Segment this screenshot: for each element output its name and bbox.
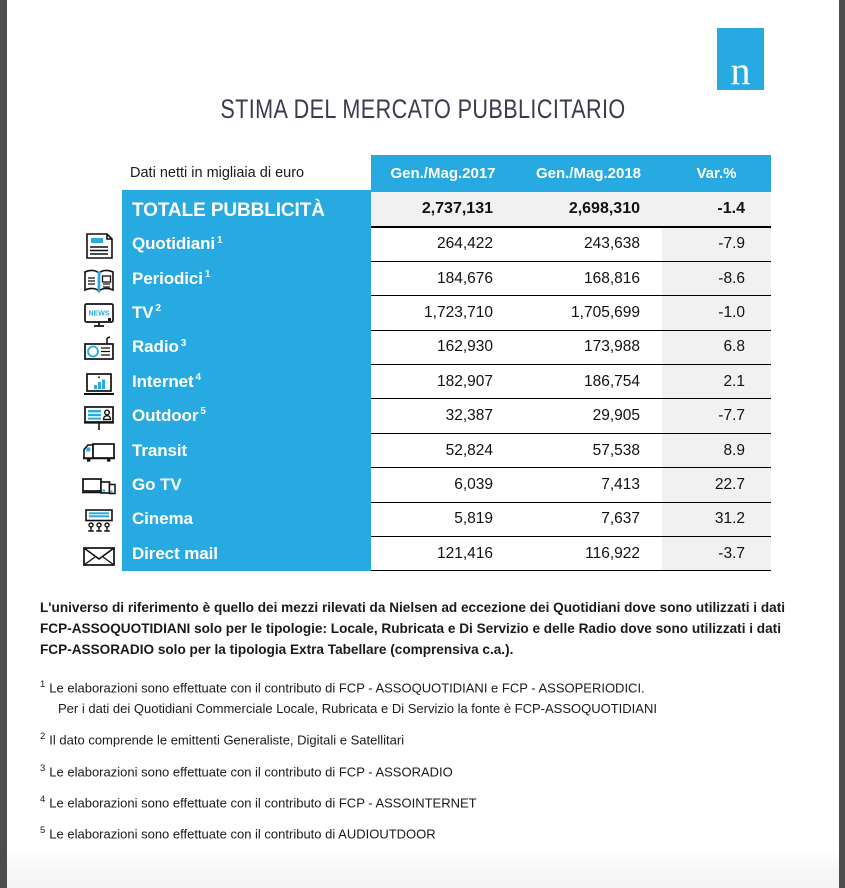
advertising-market-table <box>122 155 771 571</box>
row-label-text: Radio <box>132 337 179 357</box>
footnote <box>40 822 802 843</box>
row-2018-value: 168,816 <box>515 261 662 295</box>
footnote-marker: 1 <box>204 268 211 280</box>
row-label <box>122 433 371 467</box>
total-row <box>122 192 771 227</box>
unit-label: Dati netti in migliaia di euro <box>122 155 371 192</box>
footnote-text: Il dato comprende le emittenti Generaliste, Digitali e Satellitari <box>49 732 405 748</box>
row-2017-value: 162,930 <box>371 330 515 364</box>
total-2017-value: 2,737,131 <box>371 192 515 227</box>
billboard-icon <box>73 401 125 435</box>
television-icon <box>73 298 125 332</box>
envelope-icon <box>73 539 125 573</box>
row-label <box>122 537 371 571</box>
footnote-marker: 5 <box>40 825 46 837</box>
footnote <box>40 728 802 749</box>
laptop-chart-icon <box>73 367 125 401</box>
table-row <box>122 468 771 502</box>
window-left-edge <box>0 0 7 888</box>
footnote-marker: 4 <box>40 793 46 805</box>
row-2017-value: 32,387 <box>371 399 515 433</box>
row-2018-value: 116,922 <box>515 537 662 571</box>
row-2017-value: 6,039 <box>371 468 515 502</box>
row-variation-value: 6.8 <box>662 330 771 364</box>
row-label <box>122 330 371 364</box>
table-row <box>122 365 771 399</box>
truck-icon <box>73 435 125 469</box>
row-2017-value: 182,907 <box>371 365 515 399</box>
footnote-text: Le elaborazioni sono effettuate con il contributo di FCP - ASSORADIO <box>49 763 453 779</box>
row-label <box>122 227 371 261</box>
page-title: STIMA DEL MERCATO PUBBLICITARIO <box>220 94 626 124</box>
cinema-icon <box>73 504 125 538</box>
footnote-marker: 3 <box>180 337 187 349</box>
nielsen-logo-glyph: n <box>730 48 751 93</box>
table-header-row <box>122 155 771 192</box>
footnote-continuation: Per i dati dei Quotidiani Commerciale Locale, Rubricata e Di Servizio la fonte è FCP-ASSOQUOTIDIANI <box>58 701 657 717</box>
row-label-text: Cinema <box>132 509 193 529</box>
row-2018-value: 7,637 <box>515 502 662 536</box>
row-2017-value: 5,819 <box>371 502 515 536</box>
svg-text:NEWS: NEWS <box>88 310 110 318</box>
row-variation-value: 8.9 <box>662 433 771 467</box>
row-2018-value: 1,705,699 <box>515 296 662 330</box>
table-row <box>122 227 771 261</box>
row-variation-value: -7.7 <box>662 399 771 433</box>
row-2018-value: 29,905 <box>515 399 662 433</box>
footnote <box>40 676 802 718</box>
row-2017-value: 1,723,710 <box>371 296 515 330</box>
newspaper-icon <box>73 229 125 263</box>
row-2018-value: 186,754 <box>515 365 662 399</box>
row-2018-value: 7,413 <box>515 468 662 502</box>
footnote-text: Le elaborazioni sono effettuate con il contributo di FCP - ASSOQUOTIDIANI e FCP - ASSOPERIODICI. <box>49 680 645 696</box>
footnote-marker: 5 <box>200 406 206 418</box>
total-variation-value: -1.4 <box>662 192 771 227</box>
table-body <box>122 227 771 571</box>
footnote <box>40 760 802 781</box>
row-variation-value: -1.0 <box>662 296 771 330</box>
row-label <box>122 296 371 330</box>
row-variation-value: 22.7 <box>662 468 771 502</box>
row-2018-value: 57,538 <box>515 433 662 467</box>
row-2017-value: 52,824 <box>371 433 515 467</box>
row-variation-value: 2.1 <box>662 365 771 399</box>
media-icon-column <box>73 229 125 573</box>
row-2017-value: 184,676 <box>371 261 515 295</box>
footnote-marker: 2 <box>155 303 161 315</box>
row-variation-value: 31.2 <box>662 502 771 536</box>
footnote-list <box>40 676 802 844</box>
magazine-icon <box>73 263 125 297</box>
footnote-marker: 1 <box>40 679 46 690</box>
row-2018-value: 243,638 <box>515 227 662 261</box>
row-label-text: TV <box>132 302 154 322</box>
column-header-2018: Gen./Mag.2018 <box>515 155 662 192</box>
document-page <box>7 0 839 888</box>
table-row <box>122 537 771 571</box>
table-row <box>122 433 771 467</box>
footnote <box>40 791 802 812</box>
footnote-text: Le elaborazioni sono effettuate con il contributo di AUDIOUTDOOR <box>49 826 436 842</box>
table-row <box>122 330 771 364</box>
row-label <box>122 365 371 399</box>
row-label-text: Outdoor <box>132 406 199 426</box>
row-2017-value: 264,422 <box>371 227 515 261</box>
total-2018-value: 2,698,310 <box>515 192 662 227</box>
row-label <box>122 468 371 502</box>
row-label-text: Periodici <box>132 268 203 288</box>
row-label <box>122 502 371 536</box>
row-variation-value: -3.7 <box>662 537 771 571</box>
row-label-text: Go TV <box>132 474 182 494</box>
row-label-text: Direct mail <box>132 543 218 563</box>
window-right-edge <box>839 0 845 888</box>
universe-note: L'universo di riferimento è quello dei mezzi rilevati da Nielsen ad eccezione dei Quotidiani dove sono utilizzati i dati FCP-ASSOQUOTIDIANI solo per le tipologie: Locale, Rubricata e Di Servizio e delle Radio dove sono utilizzati i dati FCP-ASSORADIO solo per la tipologia Extra Tabellare (comprensiva c.a.). <box>40 600 786 657</box>
column-header-2017: Gen./Mag.2017 <box>371 155 515 192</box>
row-label <box>122 261 371 295</box>
table-row <box>122 296 771 330</box>
row-variation-value: -7.9 <box>662 227 771 261</box>
footnote-text: Le elaborazioni sono effettuate con il contributo di FCP - ASSOINTERNET <box>49 795 477 811</box>
notes-section <box>40 597 802 881</box>
nielsen-logo <box>717 28 764 93</box>
row-label-text: Quotidiani <box>132 234 216 254</box>
table-row <box>122 399 771 433</box>
page-bottom-shadow <box>7 842 839 888</box>
footnote-marker: 2 <box>40 731 46 743</box>
radio-icon <box>73 332 125 366</box>
footnote-marker: 4 <box>195 372 202 384</box>
footnote-marker: 1 <box>217 234 223 246</box>
footnote-marker: 3 <box>40 762 46 774</box>
devices-icon <box>73 470 125 504</box>
table-row <box>122 502 771 536</box>
row-2017-value: 121,416 <box>371 537 515 571</box>
column-header-variation: Var.% <box>662 155 771 192</box>
total-row-label: TOTALE PUBBLICITÀ <box>122 192 371 227</box>
row-variation-value: -8.6 <box>662 261 771 295</box>
row-label-text: Internet <box>132 371 194 391</box>
row-label-text: Transit <box>132 440 188 460</box>
table-row <box>122 261 771 295</box>
row-label <box>122 399 371 433</box>
row-2018-value: 173,988 <box>515 330 662 364</box>
